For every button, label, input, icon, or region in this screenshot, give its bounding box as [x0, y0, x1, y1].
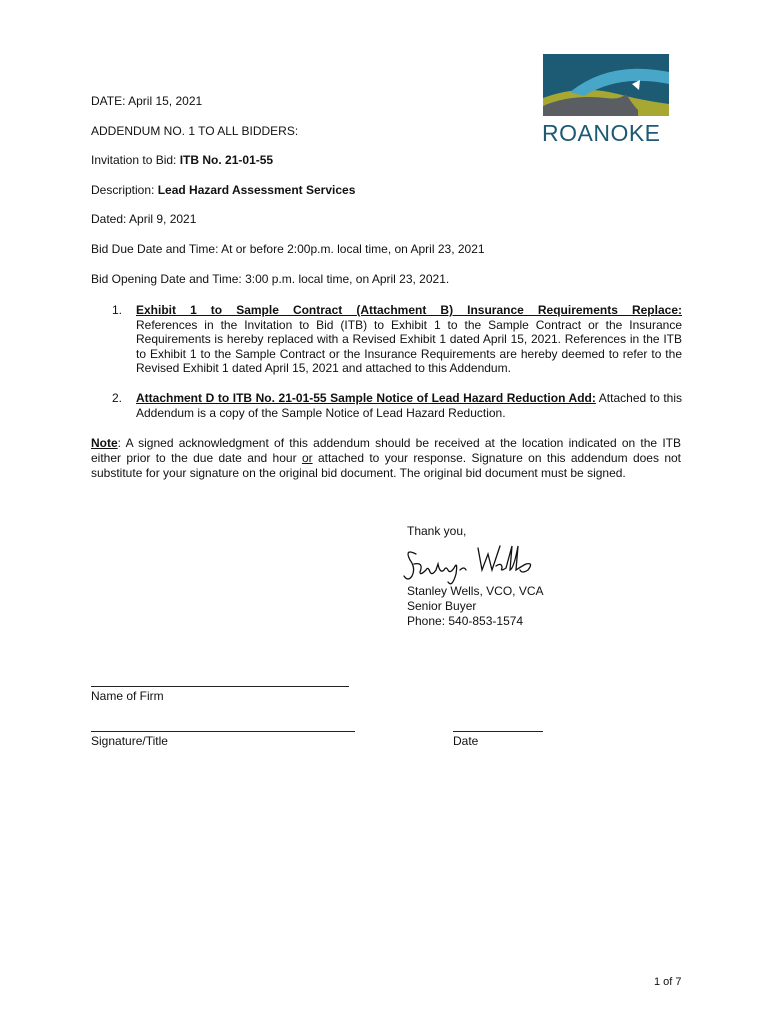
- item-heading: Exhibit 1 to Sample Contract (Attachment B) Insurance Requirements Replace:: [136, 303, 682, 317]
- dated-line: Dated: April 9, 2021: [91, 212, 197, 226]
- signer-title: Senior Buyer: [407, 599, 477, 613]
- date-line: DATE: April 15, 2021: [91, 94, 203, 108]
- note-or-word: or: [301, 451, 313, 465]
- note-paragraph: [91, 436, 681, 481]
- date-signature-line[interactable]: [453, 731, 543, 732]
- description-value: Lead Hazard Assessment Services: [157, 183, 356, 197]
- thank-you: Thank you,: [407, 524, 467, 538]
- itb-value: ITB No. 21-01-55: [179, 153, 274, 167]
- item-text: Attached to this Addendum is a copy of the Sample Notice of Lead Hazard Reduction.: [136, 391, 683, 420]
- note-label: Note: [91, 436, 118, 450]
- item-heading: Attachment D to ITB No. 21-01-55 Sample Notice of Lead Hazard Reduction Add:: [136, 391, 596, 405]
- signer-phone: Phone: 540-853-1574: [407, 614, 524, 628]
- item-body: [136, 303, 682, 376]
- description-label: Description:: [91, 183, 158, 197]
- item-body: [136, 391, 682, 420]
- signature-label: Signature/Title: [91, 734, 168, 748]
- itb-line: [91, 153, 273, 167]
- addendum-title: ADDENDUM NO. 1 TO ALL BIDDERS:: [91, 124, 299, 138]
- signer-name: Stanley Wells, VCO, VCA: [407, 584, 544, 598]
- note-text-2: attached to your response. Signature on this addendum does not substitute for your signature on the original bid document. The original bid document must be signed.: [91, 451, 681, 480]
- firm-name-label: Name of Firm: [91, 689, 164, 703]
- date-label: Date: [453, 734, 479, 748]
- item-number: 2.: [112, 391, 123, 405]
- itb-label: Invitation to Bid:: [91, 153, 180, 167]
- bid-opening-line: Bid Opening Date and Time: 3:00 p.m. local time, on April 23, 2021.: [91, 272, 450, 286]
- bid-due-line: Bid Due Date and Time: At or before 2:00p.m. local time, on April 23, 2021: [91, 242, 485, 256]
- item-number: 1.: [112, 303, 123, 317]
- handwritten-signature: [402, 540, 542, 590]
- firm-name-line[interactable]: [91, 686, 349, 687]
- note-text-1: : A signed acknowledgment of this addendum should be received at the location indicated on the ITB either prior to the due date and hour: [91, 436, 681, 465]
- item-text: References in the Invitation to Bid (ITB) to Exhibit 1 to the Sample Contract or the Insurance Requirements is hereby replaced with a Revised Exhibit 1 dated April 15, 2021. References in the ITB to Exhibit 1 to the Sample Contract or the Insurance Requirements are hereby deemed to refer to the Revised Exhibit 1 dated April 15, 2021 and attached to this Addendum.: [136, 317, 682, 375]
- logo-text: ROANOKE: [542, 120, 661, 146]
- signature-line[interactable]: [91, 731, 355, 732]
- description-line: [91, 183, 355, 197]
- page-number: 1 of 7: [654, 976, 682, 988]
